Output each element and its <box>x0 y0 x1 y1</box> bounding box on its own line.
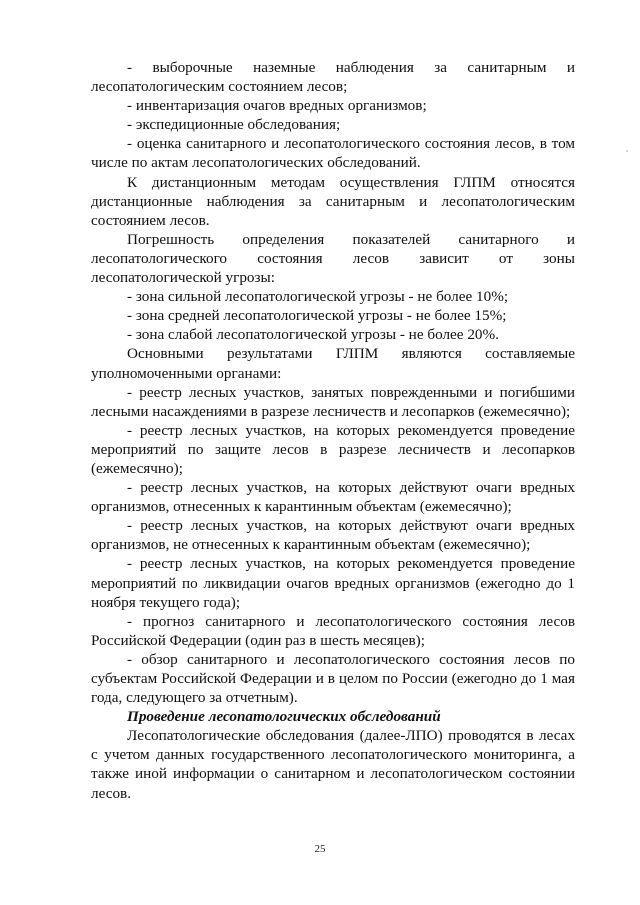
paragraph-list-item: - оценка санитарного и лесопатологического состояния лесов, в том числе по актам лесопатологических обследований. <box>91 135 575 172</box>
paragraph-list-item: - реестр лесных участков, на которых действуют очаги вредных организмов, не отнесенных к карантинным объектам (ежемесячно); <box>91 517 575 554</box>
page-number: 25 <box>314 843 326 855</box>
paragraph-list-item: - выборочные наземные наблюдения за санитарным и лесопатологическим состоянием лесов; <box>91 59 575 96</box>
paragraph-list-item: - реестр лесных участков, на которых рекомендуется проведение мероприятий по ликвидации очагов вредных организмов (ежегодно до 1 ноября текущего года); <box>91 555 575 611</box>
paragraph: К дистанционным методам осуществления ГЛПМ относятся дистанционные наблюдения за санитарным и лесопатологическим состоянием лесов. <box>91 173 575 229</box>
paragraph-list-item: - зона сильной лесопатологической угрозы - не более 10%; <box>127 288 509 306</box>
paragraph-list-item: - реестр лесных участков, на которых рекомендуется проведение мероприятий по защите лесов в разрезе лесничеств и лесопарков (ежемесячно); <box>91 421 575 477</box>
paragraph-list-item: - обзор санитарного и лесопатологического состояния лесов по субъектам Российской Федерации и в целом по России (ежегодно до 1 мая года, следующего за отчетным). <box>91 650 575 707</box>
document-body <box>91 58 575 803</box>
paragraph-list-item: - зона слабой лесопатологической угрозы - не более 20%. <box>127 326 499 344</box>
paragraph-list-item: - реестр лесных участков, занятых поврежденными и погибшими лесными насаждениями в разрезе лесничеств и лесопарков (ежемесячно); <box>91 383 575 420</box>
paragraph-list-item: - зона средней лесопатологической угрозы - не более 15%; <box>127 307 507 325</box>
section-heading: Проведение лесопатологических обследований <box>127 708 441 726</box>
paragraph-list-item: - прогноз санитарного и лесопатологического состояния лесов Российской Федерации (один раз в шесть месяцев); <box>91 612 575 649</box>
paragraph-list-item: - реестр лесных участков, на которых действуют очаги вредных организмов, отнесенных к карантинным объектам (ежемесячно); <box>91 479 575 516</box>
paragraph-list-item: - экспедиционные обследования; <box>127 116 341 134</box>
paragraph-list-item: - инвентаризация очагов вредных организмов; <box>127 97 427 115</box>
section-paragraph: Лесопатологические обследования (далее-ЛПО) проводятся в лесах с учетом данных государственного лесопатологического мониторинга, а также иной информации о санитарном и лесопатологическом состоянии лесов. <box>91 727 575 802</box>
paragraph: Погрешность определения показателей санитарного и лесопатологического состояния лесов зависит от зоны лесопатологической угрозы: <box>91 230 575 287</box>
paragraph: Основными результатами ГЛПМ являются составляемые уполномоченными органами: <box>91 345 575 382</box>
scan-speck <box>626 150 628 152</box>
